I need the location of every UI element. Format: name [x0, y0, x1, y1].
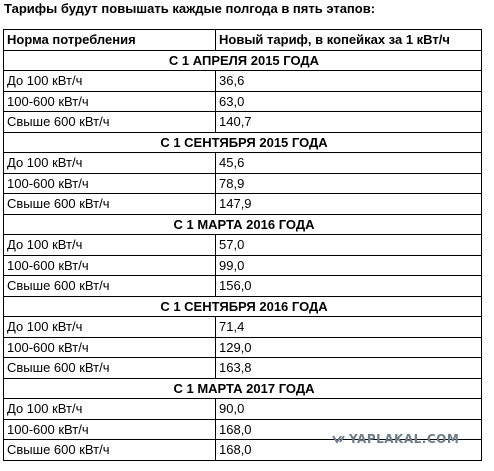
section-title: С 1 СЕНТЯБРЯ 2015 ГОДА: [4, 132, 482, 153]
table-row: [4, 358, 482, 379]
site-watermark: [332, 432, 459, 446]
tariff-cell: 57,0: [216, 235, 482, 256]
tariff-table: [3, 29, 482, 461]
tariff-cell: 71,4: [216, 317, 482, 338]
norm-cell: 100-600 кВт/ч: [4, 419, 216, 440]
table-row: [4, 399, 482, 420]
table-row: [4, 91, 482, 112]
table-row: [4, 337, 482, 358]
tariff-cell: 45,6: [216, 153, 482, 174]
tariff-cell: 156,0: [216, 276, 482, 297]
table-row: [4, 235, 482, 256]
section-row: [4, 296, 482, 317]
section-row: [4, 214, 482, 235]
norm-cell: Свыше 600 кВт/ч: [4, 358, 216, 379]
table-row: [4, 71, 482, 92]
norm-cell: 100-600 кВт/ч: [4, 173, 216, 194]
table-row: [4, 255, 482, 276]
section-title: С 1 СЕНТЯБРЯ 2016 ГОДА: [4, 296, 482, 317]
tariff-cell: 63,0: [216, 91, 482, 112]
section-row: [4, 50, 482, 71]
watermark-text: YAPLAKAL.COM: [349, 432, 460, 446]
tariff-cell: 163,8: [216, 358, 482, 379]
norm-cell: Свыше 600 кВт/ч: [4, 112, 216, 133]
table-row: [4, 112, 482, 133]
table-row: [4, 276, 482, 297]
tariff-cell: 99,0: [216, 255, 482, 276]
section-row: [4, 378, 482, 399]
tariff-cell: 140,7: [216, 112, 482, 133]
header-row: [4, 30, 482, 51]
tariff-cell: 36,6: [216, 71, 482, 92]
norm-cell: До 100 кВт/ч: [4, 71, 216, 92]
tariff-cell: 168,0: [216, 419, 482, 440]
watermark-logo-icon: [332, 434, 346, 444]
norm-cell: До 100 кВт/ч: [4, 317, 216, 338]
table-row: [4, 173, 482, 194]
column-header-tariff: Новый тариф, в копейках за 1 кВт/ч: [216, 30, 482, 51]
table-row: [4, 153, 482, 174]
section-title: С 1 АПРЕЛЯ 2015 ГОДА: [4, 50, 482, 71]
section-row: [4, 132, 482, 153]
norm-cell: 100-600 кВт/ч: [4, 91, 216, 112]
tariff-cell: 90,0: [216, 399, 482, 420]
norm-cell: До 100 кВт/ч: [4, 235, 216, 256]
norm-cell: До 100 кВт/ч: [4, 399, 216, 420]
table-row: [4, 194, 482, 215]
norm-cell: Свыше 600 кВт/ч: [4, 440, 216, 461]
tariff-cell: 168,0: [216, 440, 482, 461]
norm-cell: 100-600 кВт/ч: [4, 255, 216, 276]
norm-cell: До 100 кВт/ч: [4, 153, 216, 174]
page-heading: Тарифы будут повышать каждые полгода в пять этапов:: [4, 1, 376, 16]
tariff-cell: 147,9: [216, 194, 482, 215]
tariff-table-body: [4, 30, 482, 461]
norm-cell: 100-600 кВт/ч: [4, 337, 216, 358]
tariff-cell: 129,0: [216, 337, 482, 358]
tariff-cell: 78,9: [216, 173, 482, 194]
norm-cell: Свыше 600 кВт/ч: [4, 194, 216, 215]
norm-cell: Свыше 600 кВт/ч: [4, 276, 216, 297]
table-row: [4, 317, 482, 338]
section-title: С 1 МАРТА 2016 ГОДА: [4, 214, 482, 235]
section-title: С 1 МАРТА 2017 ГОДА: [4, 378, 482, 399]
column-header-norm: Норма потребления: [4, 30, 216, 51]
